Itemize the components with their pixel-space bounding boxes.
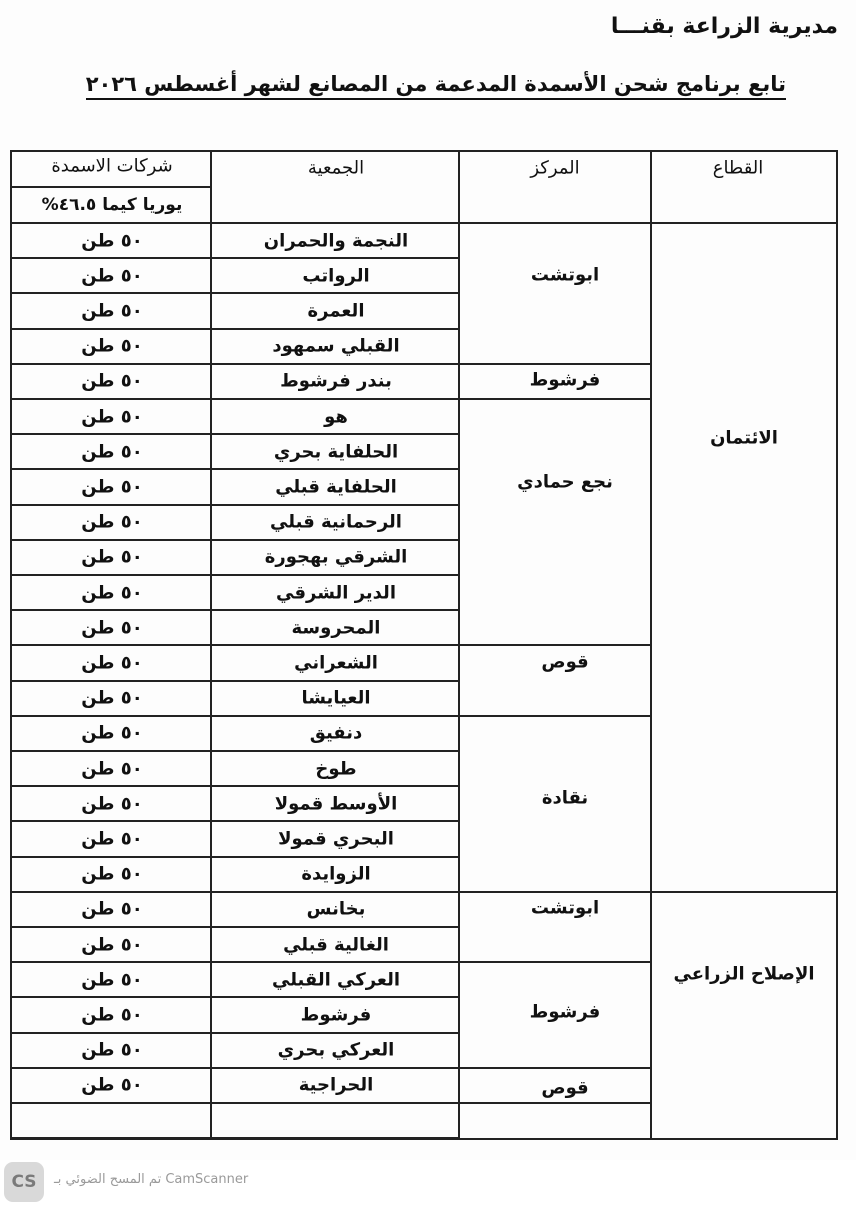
row-divider bbox=[12, 328, 458, 330]
row-divider bbox=[12, 856, 458, 858]
center-farshut-2: فرشوط bbox=[529, 1001, 601, 1023]
header-companies: شركات الاسمدة bbox=[51, 155, 173, 177]
center-qus-2: قوص bbox=[541, 1077, 589, 1099]
row-divider bbox=[12, 644, 458, 646]
center-divider bbox=[458, 961, 650, 963]
row-divider bbox=[12, 609, 458, 611]
header-center: المركز bbox=[530, 157, 580, 179]
quantity-cell: ٥٠ طن bbox=[81, 300, 143, 322]
sector-agrarian-reform: الإصلاح الزراعي bbox=[673, 963, 815, 985]
header-sector: القطاع bbox=[712, 157, 764, 179]
center-divider bbox=[458, 644, 650, 646]
header-divider bbox=[12, 222, 838, 224]
header-companies-sub: يوريا كيما ٤٦.٥% bbox=[41, 195, 183, 215]
row-divider bbox=[12, 926, 458, 928]
association-name: الشعراني bbox=[294, 652, 378, 674]
association-name: الرواتب bbox=[302, 265, 370, 287]
center-divider bbox=[458, 715, 650, 717]
center-farshut-1: فرشوط bbox=[529, 369, 601, 391]
quantity-cell: ٥٠ طن bbox=[81, 758, 143, 780]
center-divider bbox=[458, 891, 650, 893]
row-divider bbox=[12, 292, 458, 294]
directorate-title: مديرية الزراعة بقنـــا bbox=[610, 14, 838, 39]
row-divider bbox=[12, 257, 458, 259]
center-divider bbox=[458, 398, 650, 400]
fertilizer-table bbox=[10, 150, 838, 1140]
row-divider bbox=[12, 891, 458, 893]
center-naqada: نقادة bbox=[541, 787, 589, 809]
center-qus-1: قوص bbox=[541, 651, 589, 673]
association-name: القبلي سمهود bbox=[272, 335, 400, 357]
quantity-cell: ٥٠ طن bbox=[81, 511, 143, 533]
quantity-cell: ٥٠ طن bbox=[81, 370, 143, 392]
row-divider bbox=[12, 680, 458, 682]
row-divider bbox=[12, 996, 458, 998]
row-divider bbox=[12, 398, 458, 400]
center-naga-hammadi: نجع حمادي bbox=[517, 471, 613, 493]
center-abutisht-2: ابوتشت bbox=[530, 897, 600, 919]
center-divider bbox=[458, 1067, 650, 1069]
center-divider bbox=[458, 1102, 650, 1104]
association-name: الغالية قبلي bbox=[283, 934, 389, 956]
row-divider bbox=[12, 1032, 458, 1034]
quantity-cell: ٥٠ طن bbox=[81, 863, 143, 885]
quantity-cell: ٥٠ طن bbox=[81, 441, 143, 463]
document-subtitle: تابع برنامج شحن الأسمدة المدعمة من المصانع لشهر أغسطس ٢٠٢٦ bbox=[86, 72, 786, 100]
center-abutisht-1: ابوتشت bbox=[530, 264, 600, 286]
row-divider bbox=[12, 785, 458, 787]
quantity-cell: ٥٠ طن bbox=[81, 1039, 143, 1061]
row-divider bbox=[12, 1067, 458, 1069]
association-name: الأوسط قمولا bbox=[274, 793, 398, 815]
row-divider bbox=[12, 539, 458, 541]
sector-divider bbox=[650, 891, 838, 893]
quantity-cell: ٥٠ طن bbox=[81, 546, 143, 568]
quantity-cell: ٥٠ طن bbox=[81, 265, 143, 287]
association-name: الزوايدة bbox=[301, 863, 371, 885]
association-name: العيايشا bbox=[301, 687, 371, 709]
quantity-cell: ٥٠ طن bbox=[81, 969, 143, 991]
row-divider bbox=[12, 504, 458, 506]
association-name: الحلفاية قبلي bbox=[275, 476, 397, 498]
header-association: الجمعية bbox=[307, 157, 365, 179]
association-name: الشرقي بهجورة bbox=[264, 546, 408, 568]
association-name: الحلفاية بحري bbox=[273, 441, 399, 463]
quantity-cell: ٥٠ طن bbox=[81, 934, 143, 956]
row-divider bbox=[12, 574, 458, 576]
header-sub-divider bbox=[12, 186, 210, 188]
quantity-cell: ٥٠ طن bbox=[81, 230, 143, 252]
quantity-cell: ٥٠ طن bbox=[81, 476, 143, 498]
association-name: العركي بحري bbox=[277, 1039, 395, 1061]
center-divider bbox=[458, 363, 650, 365]
quantity-cell: ٥٠ طن bbox=[81, 793, 143, 815]
association-name: الحراجية bbox=[298, 1074, 374, 1096]
association-name: طوخ bbox=[315, 758, 357, 780]
quantity-cell: ٥٠ طن bbox=[81, 582, 143, 604]
column-divider bbox=[650, 152, 652, 1140]
quantity-cell: ٥٠ طن bbox=[81, 1074, 143, 1096]
association-name: الرحمانية قبلي bbox=[270, 511, 402, 533]
quantity-cell: ٥٠ طن bbox=[81, 828, 143, 850]
camscanner-logo: CS bbox=[4, 1162, 44, 1202]
quantity-cell: ٥٠ طن bbox=[81, 406, 143, 428]
row-divider bbox=[12, 715, 458, 717]
row-divider bbox=[12, 433, 458, 435]
sector-credit: الائتمان bbox=[710, 427, 778, 449]
row-divider bbox=[12, 750, 458, 752]
quantity-cell: ٥٠ طن bbox=[81, 1004, 143, 1026]
quantity-cell: ٥٠ طن bbox=[81, 652, 143, 674]
quantity-cell: ٥٠ طن bbox=[81, 722, 143, 744]
row-divider bbox=[12, 961, 458, 963]
camscanner-caption: تم المسح الضوئي بـ CamScanner bbox=[54, 1172, 249, 1187]
row-divider bbox=[12, 1137, 458, 1139]
column-divider bbox=[458, 152, 460, 1140]
association-name: العمرة bbox=[307, 300, 365, 322]
association-name: البحري قمولا bbox=[278, 828, 394, 850]
association-name: الدير الشرقي bbox=[276, 582, 396, 604]
row-divider bbox=[12, 1102, 458, 1104]
quantity-cell: ٥٠ طن bbox=[81, 898, 143, 920]
association-name: العركي القبلي bbox=[271, 969, 401, 991]
quantity-cell: ٥٠ طن bbox=[81, 335, 143, 357]
association-name: النجمة والحمران bbox=[263, 230, 409, 252]
association-name: المحروسة bbox=[291, 617, 381, 639]
association-name: بخانس bbox=[306, 898, 366, 920]
association-name: هو bbox=[324, 406, 348, 428]
association-name: دنفيق bbox=[309, 722, 363, 744]
row-divider bbox=[12, 363, 458, 365]
association-name: بندر فرشوط bbox=[280, 370, 392, 392]
row-divider bbox=[12, 468, 458, 470]
association-name: فرشوط bbox=[300, 1004, 372, 1026]
column-divider bbox=[210, 152, 212, 1140]
quantity-cell: ٥٠ طن bbox=[81, 617, 143, 639]
quantity-cell: ٥٠ طن bbox=[81, 687, 143, 709]
row-divider bbox=[12, 820, 458, 822]
